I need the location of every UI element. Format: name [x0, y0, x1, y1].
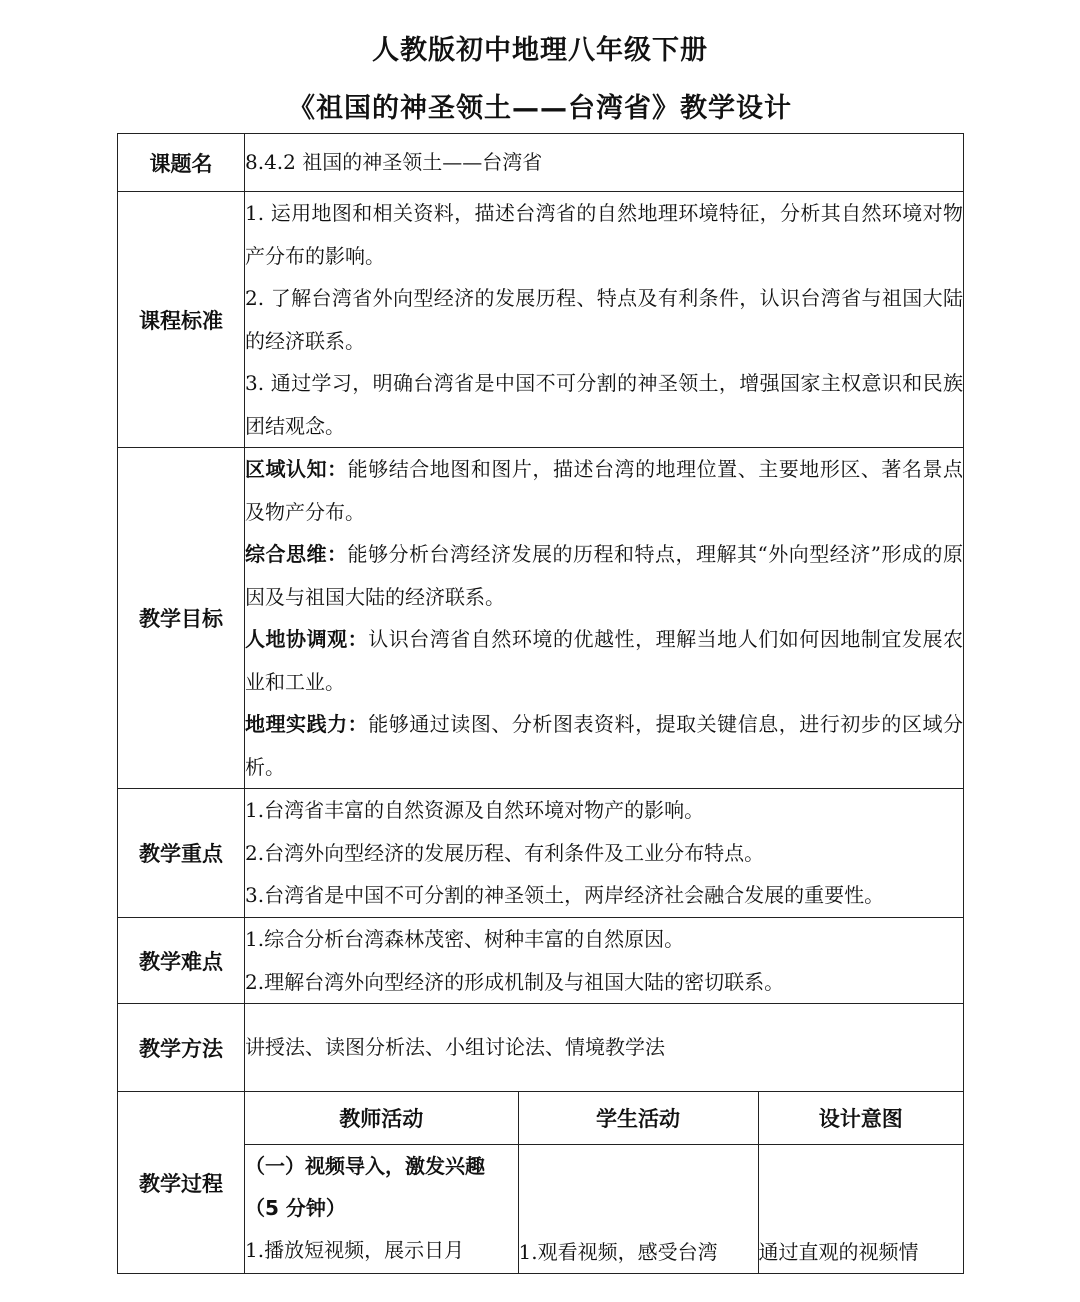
objective-item	[245, 533, 963, 618]
student-activity-text: 1.观看视频，感受台湾	[518, 1239, 718, 1264]
difficulty-item: 1.综合分析台湾森林茂密、树种丰富的自然原因。	[245, 927, 685, 951]
process-content	[245, 1092, 964, 1274]
objective-item	[245, 618, 963, 703]
objective-lead: 区域认知：	[245, 457, 348, 481]
objective-lead: 地理实践力：	[245, 712, 369, 736]
topic-label: 课题名	[118, 134, 245, 192]
teacher-activity-cell	[245, 1145, 518, 1273]
standard-item: 1. 运用地图和相关资料，描述台湾省的自然地理环境特征，分析其自然环境对物产分布的影响。	[245, 201, 963, 268]
objective-text: 认识台湾省自然环境的优越性，理解当地人们如何因地制宜发展农业和工业。	[245, 627, 964, 694]
standard-item: 2. 了解台湾省外向型经济的发展历程、特点及有利条件，认识台湾省与祖国大陆的经济联系。	[245, 286, 963, 353]
lesson-plan-table	[117, 133, 964, 1274]
topic-value: 8.4.2 祖国的神圣领土——台湾省	[245, 134, 964, 192]
row-process	[118, 1092, 964, 1274]
standard-item: 3. 通过学习，明确台湾省是中国不可分割的神圣领土，增强国家主权意识和民族团结观念。	[245, 371, 963, 438]
design-intent-header: 设计意图	[758, 1092, 963, 1145]
row-difficulties	[118, 918, 964, 1004]
methods-value: 讲授法、读图分析法、小组讨论法、情境教学法	[245, 1004, 964, 1092]
row-topic	[118, 134, 964, 192]
process-table	[245, 1092, 963, 1273]
objective-lead: 人地协调观：	[245, 627, 369, 651]
process-header-row	[245, 1092, 963, 1145]
key-points-label: 教学重点	[118, 789, 245, 918]
difficulties-label: 教学难点	[118, 918, 245, 1004]
key-points-content	[245, 789, 964, 918]
difficulty-item: 2.理解台湾外向型经济的形成机制及与祖国大陆的密切联系。	[245, 969, 785, 994]
student-activity-header: 学生活动	[518, 1092, 758, 1145]
teacher-activity-text: 1.播放短视频，展示日月	[245, 1238, 465, 1262]
teacher-activity-header: 教师活动	[245, 1092, 518, 1145]
objective-text: 能够结合地图和图片，描述台湾的地理位置、主要地形区、著名景点及物产分布。	[245, 457, 964, 524]
process-row	[245, 1145, 963, 1273]
student-activity-cell	[518, 1145, 758, 1273]
methods-label: 教学方法	[118, 1004, 245, 1092]
key-point-item: 1.台湾省丰富的自然资源及自然环境对物产的影响。	[245, 798, 705, 823]
objective-text: 能够分析台湾经济发展的历程和特点，理解其“外向型经济”形成的原因及与祖国大陆的经济联系。	[245, 542, 964, 609]
design-intent-cell	[758, 1145, 963, 1273]
standards-label: 课程标准	[118, 192, 245, 448]
stage-title: （一）视频导入，激发兴趣（5 分钟）	[245, 1154, 485, 1220]
objectives-content	[245, 448, 964, 789]
row-standards	[118, 192, 964, 448]
standards-content	[245, 192, 964, 448]
objective-item	[245, 703, 963, 788]
row-methods	[118, 1004, 964, 1092]
design-intent-text: 通过直观的视频情	[758, 1239, 919, 1264]
objective-lead: 综合思维：	[245, 542, 348, 566]
row-objectives	[118, 448, 964, 789]
key-point-item: 2.台湾外向型经济的发展历程、有利条件及工业分布特点。	[245, 840, 765, 865]
objective-text: 能够通过读图、分析图表资料，提取关键信息，进行初步的区域分析。	[245, 712, 964, 779]
difficulties-content	[245, 918, 964, 1004]
document-subtitle: 《祖国的神圣领土——台湾省》教学设计	[288, 93, 792, 124]
objective-item	[245, 448, 963, 533]
objectives-label: 教学目标	[118, 448, 245, 789]
process-label: 教学过程	[118, 1092, 245, 1274]
key-point-item: 3.台湾省是中国不可分割的神圣领土，两岸经济社会融合发展的重要性。	[245, 883, 885, 908]
document-title: 人教版初中地理八年级下册	[372, 35, 708, 66]
row-key-points	[118, 789, 964, 918]
